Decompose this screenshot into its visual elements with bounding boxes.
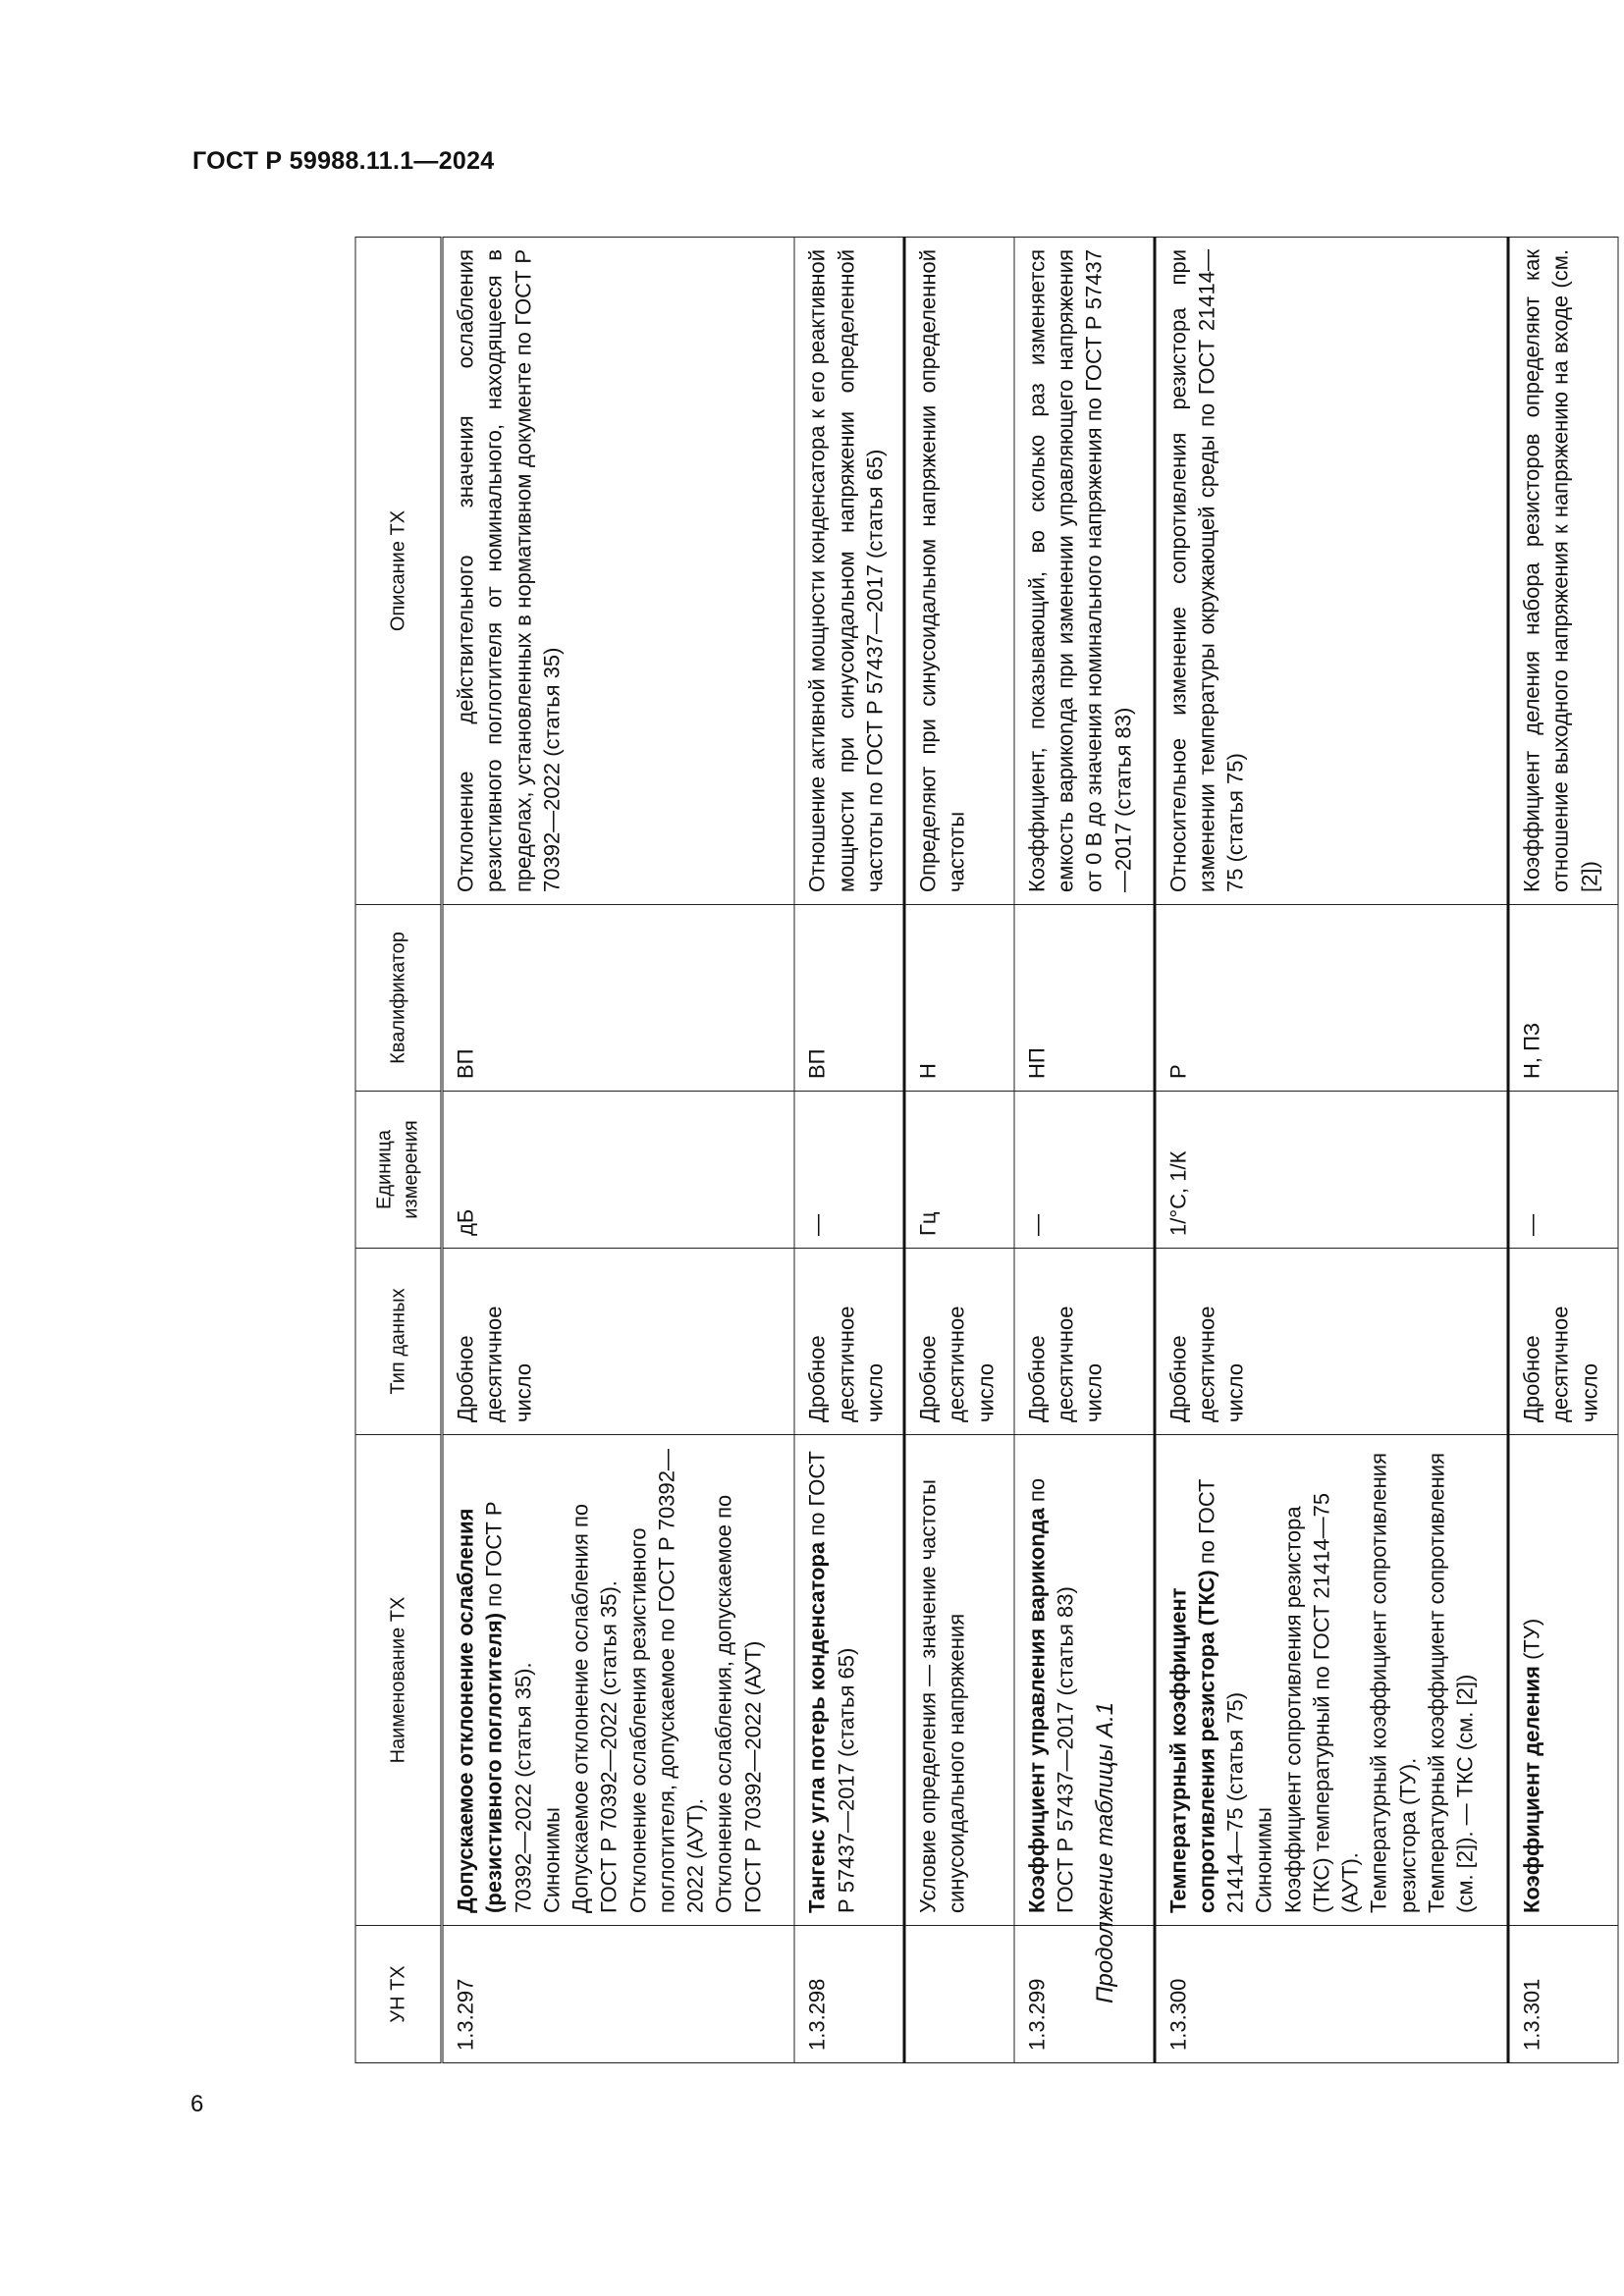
- col-header-qualifier: Квалификатор: [355, 905, 442, 1092]
- cell-description: Коэффициент деления набора резисторов определяют как отношение выходного напряжения к напряжению на входе (см. [2]): [1508, 238, 1618, 905]
- name-line: Отклонение ослабления, допускаемое по ГОСТ Р 70392—2022 (АУТ): [711, 1494, 765, 1913]
- name-line: Отклонение ослабления резистивного поглотителя, допускаемое по ГОСТ Р 70392—2022 (АУТ).: [625, 1449, 708, 1913]
- name-line: Допускаемое отклонение ослабления по ГОСТ Р 70392—2022 (статья 35).: [568, 1503, 622, 1913]
- col-header-unit: Единица измерения: [355, 1092, 442, 1249]
- col-header-type: Тип данных: [355, 1249, 442, 1435]
- cell-id: 1.3.299: [1014, 1926, 1155, 2063]
- cell-unit: —: [1014, 1092, 1155, 1249]
- cell-qualifier: Р: [1155, 905, 1508, 1092]
- cell-description: Отношение активной мощности конденсатора к его реактивной мощности при синусоидальном напряжении определенной частоты по ГОСТ Р 57437—2017 (статья 65): [794, 238, 904, 905]
- table-row: [1508, 238, 1618, 2063]
- cell-description: Коэффициент, показывающий, во сколько раз изменяется емкость варикonда при изменении управляющего напряжения от 0 В до значения номинального напряжения по ГОСТ Р 57437—2017 (статья 83): [1014, 238, 1155, 905]
- cell-id: [904, 1926, 1014, 2063]
- table-row: [1155, 238, 1508, 2063]
- table-row: [1014, 238, 1155, 2063]
- table-row: [442, 238, 794, 2063]
- characteristics-table: [355, 237, 1619, 2063]
- cell-type: Дробное десятичное число: [1014, 1249, 1155, 1435]
- cell-description: Отклонение действительного значения ослабления резистивного поглотителя от номинального, находящееся в пределах, установленных в нормативном документе по ГОСТ Р 70392—2022 (статья 35): [442, 238, 794, 905]
- col-header-description: Описание ТХ: [355, 238, 442, 905]
- cell-qualifier: Н: [904, 905, 1014, 1092]
- name-line: Коэффициент сопротивления резистора (ТКС) температурный по ГОСТ 21414—75 (АУТ).: [1280, 1492, 1363, 1913]
- table-row: [794, 238, 904, 2063]
- cell-qualifier: ВП: [442, 905, 794, 1092]
- name-bold: Коэффициент управления варикonда: [1024, 1508, 1050, 1913]
- cell-unit: Гц: [904, 1092, 1014, 1249]
- name-line: Синонимы: [1251, 1807, 1276, 1913]
- cell-qualifier: НП: [1014, 905, 1155, 1092]
- name-rest: по ГОСТ 21414—75 (статья 75): [1194, 1478, 1248, 1913]
- name-rest: по ГОСТ Р 57437—2017 (статья 65): [804, 1451, 859, 1913]
- name-bold: Тангенс угла потерь конденсатора: [804, 1541, 830, 1913]
- cell-name: [1155, 1435, 1508, 1926]
- cell-qualifier: Н, ПЗ: [1508, 905, 1618, 1092]
- name-bold: Температурный коэффициент сопротивления резистора (ТКС): [1165, 1570, 1219, 1913]
- table-container: [355, 238, 1619, 2063]
- cell-name: [904, 1435, 1014, 1926]
- name-rest: по ГОСТ Р 70392—2022 (статья 35).: [481, 1501, 535, 1913]
- name-rest: по ГОСТ Р 57437—2017 (статья 83): [1024, 1477, 1078, 1913]
- cell-unit: —: [794, 1092, 904, 1249]
- name-line: Температурный коэффициент сопротивления (см. [2]). — ТКС (см. [2]): [1424, 1452, 1478, 1913]
- cell-unit: —: [1508, 1092, 1618, 1249]
- cell-id: 1.3.300: [1155, 1926, 1508, 2063]
- name-bold: Допускаемое отклонение ослабления (резистивного поглотителя): [453, 1508, 507, 1913]
- cell-unit: 1/°С, 1/К: [1155, 1092, 1508, 1249]
- cell-type: Дробное десятичное число: [442, 1249, 794, 1435]
- cell-type: Дробное десятичное число: [794, 1249, 904, 1435]
- col-header-id: УН ТХ: [355, 1926, 442, 2063]
- cell-id: 1.3.301: [1508, 1926, 1618, 2063]
- cell-unit: дБ: [442, 1092, 794, 1249]
- cell-name: [1508, 1435, 1618, 1926]
- cell-description: Относительное изменение сопротивления резистора при изменении температуры окружающей среды по ГОСТ 21414—75 (статья 75): [1155, 238, 1508, 905]
- cell-name: [442, 1435, 794, 1926]
- cell-description: Определяют при синусоидальном напряжении определенной частоты: [904, 238, 1014, 905]
- name-line: Синонимы: [539, 1807, 565, 1913]
- table-header-row: [355, 238, 442, 2063]
- name-rest: (ТУ): [1519, 1618, 1544, 1667]
- name-rest: Условие определения — значение частоты синусоидального напряжения: [915, 1479, 969, 1913]
- cell-type: Дробное десятичное число: [1155, 1249, 1508, 1435]
- col-header-name: Наименование ТХ: [355, 1435, 442, 1926]
- cell-type: Дробное десятичное число: [904, 1249, 1014, 1435]
- name-line: Температурный коэффициент сопротивления резистора (ТУ).: [1366, 1452, 1421, 1913]
- cell-id: 1.3.297: [442, 1926, 794, 2063]
- cell-id: 1.3.298: [794, 1926, 904, 2063]
- name-bold: Коэффициент деления: [1519, 1666, 1544, 1913]
- cell-qualifier: ВП: [794, 905, 904, 1092]
- document-header: ГОСТ Р 59988.11.1—2024: [192, 147, 495, 175]
- page-number: 6: [190, 2091, 204, 2117]
- table-caption: Продолжение таблицы А.1: [1092, 1701, 1118, 2003]
- cell-type: Дробное десятичное число: [1508, 1249, 1618, 1435]
- cell-name: [1014, 1435, 1155, 1926]
- cell-name: [794, 1435, 904, 1926]
- table-row: [904, 238, 1014, 2063]
